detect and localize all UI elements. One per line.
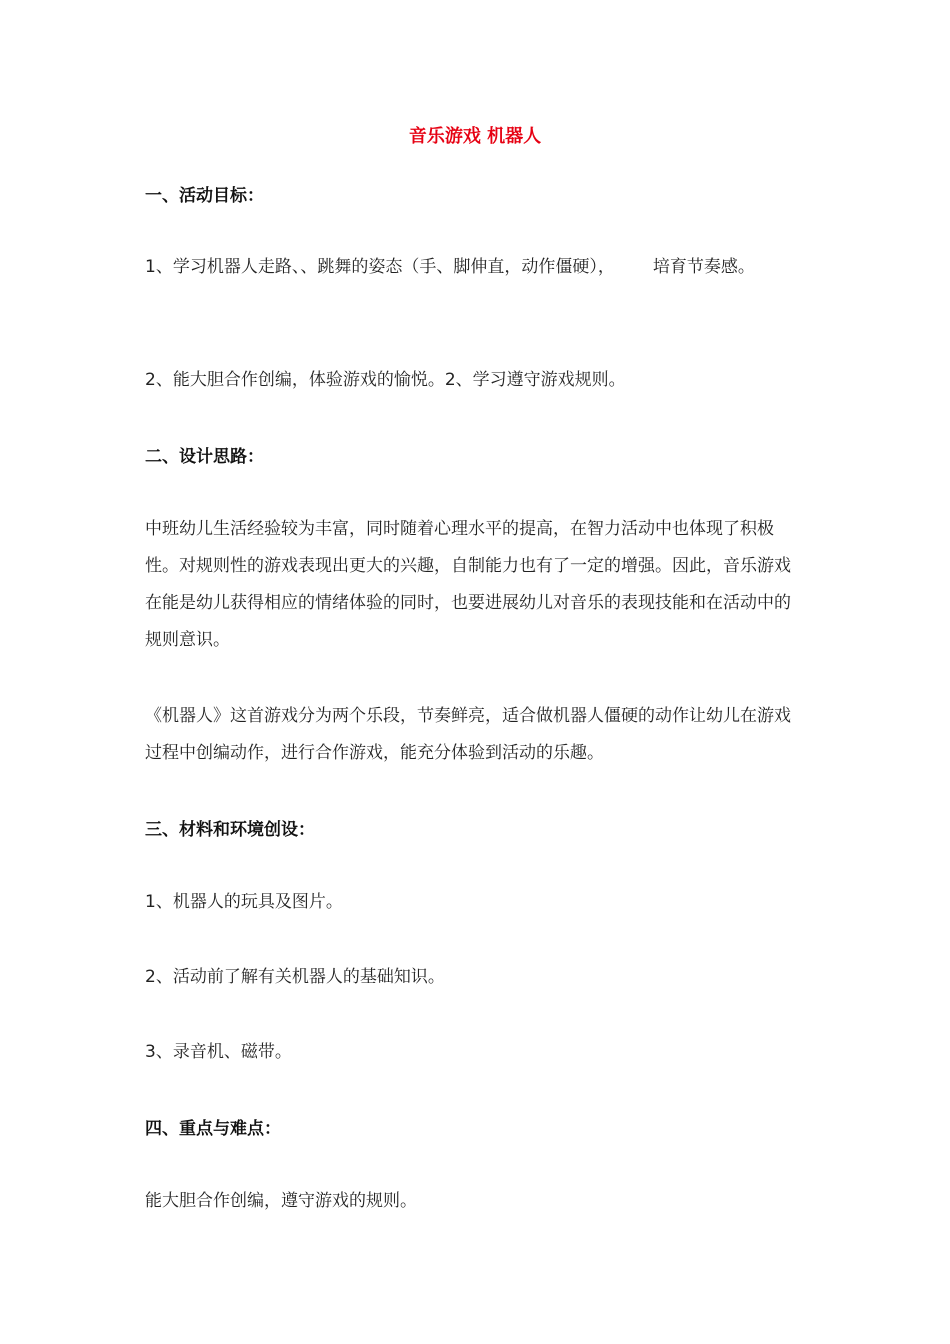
- section-heading-key-points: 四、重点与难点：: [145, 1119, 281, 1139]
- document-title: 音乐游戏 机器人: [408, 126, 542, 147]
- section-heading-design: 二、设计思路：: [145, 447, 264, 467]
- goal-item-1-text-cont: 培育节奏感。: [652, 257, 755, 277]
- goal-item-1: [145, 249, 805, 286]
- design-paragraph-2: 《机器人》这首游戏分为两个乐段，节奏鲜亮，适合做机器人僵硬的动作让幼儿在游戏过程中创编动作，进行合作游戏，能充分体验到活动的乐趣。: [145, 706, 791, 763]
- design-paragraph-1: 中班幼儿生活经验较为丰富，同时随着心理水平的提高，在智力活动中也体现了积极性。对规则性的游戏表现出更大的兴趣，自制能力也有了一定的增强。因此，音乐游戏在能是幼儿获得相应的情绪体验的同时，也要进展幼儿对音乐的表现技能和在活动中的规则意识。: [145, 519, 791, 650]
- section-heading-goals: 一、活动目标：: [145, 186, 264, 206]
- material-item-1: 1、机器人的玩具及图片。: [145, 892, 343, 912]
- key-points-paragraph: 能大胆合作创编，遵守游戏的规则。: [145, 1191, 417, 1211]
- material-item-3: 3、录音机、磁带。: [145, 1042, 292, 1062]
- goal-item-2: 2、能大胆合作创编，体验游戏的愉悦。2、学习遵守游戏规则。: [145, 370, 626, 390]
- section-heading-materials: 三、材料和环境创设：: [145, 820, 315, 840]
- material-item-2: 2、活动前了解有关机器人的基础知识。: [145, 967, 445, 987]
- goal-item-1-text: 1、学习机器人走路、、跳舞的姿态（手、脚伸直，动作僵硬），: [145, 257, 615, 277]
